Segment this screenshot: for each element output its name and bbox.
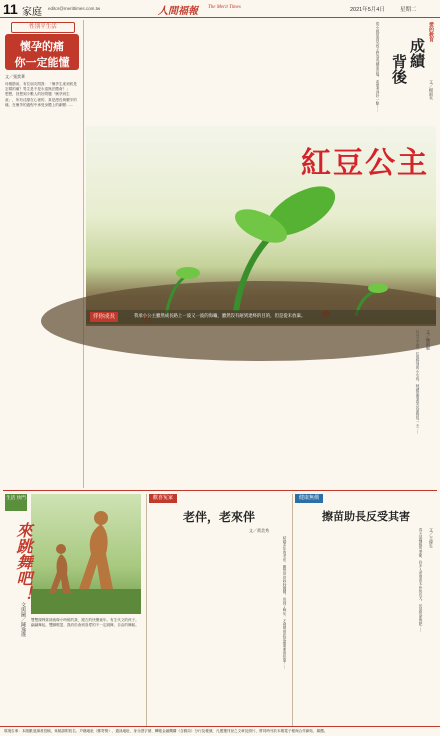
issue-weekday: 星期二 bbox=[400, 7, 417, 13]
lower-left-story bbox=[3, 494, 143, 724]
feature-author: 文／陳淑妮 bbox=[426, 330, 431, 350]
calligraphy-title: 來跳舞吧！ bbox=[14, 522, 33, 602]
logo-english: The Merit Times bbox=[208, 5, 241, 10]
right-top-header bbox=[385, 20, 437, 125]
title-box bbox=[5, 34, 79, 70]
right-top-body: 從小就常看見孩子們為成績而苦惱，希望考得好一點…… bbox=[376, 22, 380, 112]
title-line-1: 懷孕的痛 bbox=[20, 40, 64, 53]
section-name: 家庭 bbox=[22, 7, 42, 18]
title-line-2: 背後 bbox=[390, 54, 408, 84]
footer-notice: 環境告事：本版歡迎讀者投稿，來稿請附姓名、戶籍地址（郵寄獎）、通訊地址、身分證字號、轉帳金融機構（含郵局）分行及帳號，凡獲選刊登之文章及照片，將同時刊於本報電子報與合作網站、媒體。 bbox=[4, 729, 328, 733]
issue-date: 2021年5月4日 bbox=[350, 7, 385, 13]
divider bbox=[292, 494, 293, 726]
editor-email: editor@merittimes.com.tw bbox=[48, 6, 101, 11]
story-body: 結婚多年的老伴，雖然常常吵吵鬧鬧，但到了晚年，才發覺彼此是最重要的依靠…… bbox=[283, 536, 287, 670]
dance-photo bbox=[31, 494, 141, 614]
feature-photo bbox=[86, 126, 436, 326]
story-body: 春天是種植的季節，許多人希望苗木快快長大，於是拼命施肥…… bbox=[419, 528, 423, 633]
divider bbox=[146, 494, 147, 726]
title-line-2: 你一定能懂 bbox=[14, 56, 70, 69]
column-tag: 性別平生活 bbox=[11, 22, 75, 33]
lower-right-story bbox=[295, 494, 437, 724]
left-column bbox=[3, 20, 81, 488]
statue-illustration bbox=[31, 494, 141, 614]
divider bbox=[83, 20, 84, 488]
story-title: 老伴，老來伴 bbox=[182, 510, 255, 524]
footer-bar bbox=[0, 726, 440, 736]
story-body: 雙雙裸利妹妹就像小時候的我，跟古的快樂童年。有生代文的孩子。翩翩舞起，雙腳輕盈，我終於會到喜愛的不一定跳舞，自由的舞蹈。 bbox=[31, 618, 139, 628]
logo-text: 人間福報 bbox=[158, 6, 198, 17]
column-tag: 健康無價 bbox=[295, 494, 323, 503]
page-number: 11 bbox=[3, 1, 18, 17]
author: 文／黃美秀 bbox=[249, 528, 269, 533]
story-title: 擦苗助長反受其害 bbox=[322, 510, 410, 523]
feature-caption: 我承小公主雖然成長路上一波又一波的海嘯，雖然沒有耐到達終的目的，但是從未放棄。 bbox=[134, 314, 306, 319]
column-tag: 歡喜冤家 bbox=[149, 494, 177, 503]
column-tag: 生活 快門 bbox=[5, 494, 27, 511]
divider bbox=[3, 490, 437, 491]
feature-title: 紅豆公主 bbox=[301, 146, 429, 181]
author: 文／楊淑米 bbox=[429, 80, 434, 100]
feature-body: 紅豆公主是一位很特別的小女孩，她總是帶著笑容面對每一天…… bbox=[416, 330, 420, 435]
column-tag: 愛的教育 bbox=[428, 22, 434, 42]
article-body: 母親節前，有位朋友問我：「懷孕生產到底是怎樣的痛？男生是不是永遠無法體會？」 想想，回想到少數人的好問題「懷孕到生產」，所有淫靡在心裡的，真是漫長與艱辛的痛，在懷孕的過程中承受身體上的劇變…… bbox=[5, 82, 77, 107]
feature-badge: 伴你成長 bbox=[90, 312, 118, 322]
lower-middle-story bbox=[149, 494, 289, 724]
author: 文／王偉生 bbox=[429, 528, 434, 548]
title-line-1: 成績 bbox=[408, 38, 426, 68]
photo-credit: 文與圖／陳逸璞 bbox=[20, 602, 26, 637]
author: 文／張貴華 bbox=[5, 74, 25, 79]
masthead bbox=[0, 0, 440, 18]
feature-caption-bar bbox=[86, 310, 436, 324]
